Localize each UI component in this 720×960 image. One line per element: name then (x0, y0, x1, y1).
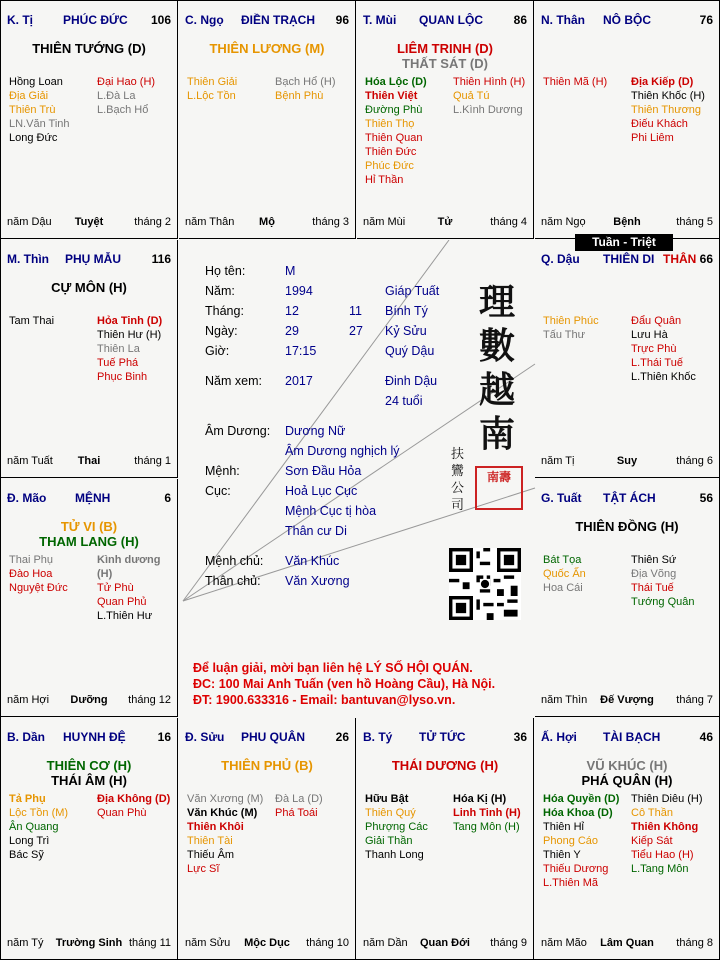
star: Đào Hoa (9, 568, 53, 580)
qr-code-icon (449, 548, 521, 620)
star: L.Lộc Tồn (187, 90, 236, 102)
cycle-month: tháng 4 (490, 216, 527, 228)
cuc-note: Mệnh Cục tị hòa (285, 504, 377, 518)
palace-name: TÀI BẠCH (603, 730, 661, 744)
star: Đà La (D) (275, 793, 323, 805)
star: Phong Cáo (543, 835, 599, 847)
cycle-year: năm Mão (541, 937, 587, 949)
star: Hóa Khoa (D) (543, 807, 613, 819)
menhchu-label: Mệnh chủ: (205, 554, 264, 568)
cuc-label: Cục: (205, 484, 231, 498)
calligraphy: 理數越南 (479, 281, 516, 455)
life-stage: Tử (437, 216, 453, 228)
star: Thiên Đức (365, 146, 417, 158)
main-star: THÁI DƯƠNG (H) (391, 758, 499, 773)
star: Điếu Khách (631, 118, 688, 130)
contact-block (193, 660, 495, 708)
tuan-triet-badge: Tuần - Triệt (575, 234, 673, 251)
star: Đẩu Quân (631, 315, 682, 327)
star: Long Đức (9, 132, 58, 144)
star: Hóa Quyền (D) (543, 793, 620, 805)
cycle-month: tháng 12 (128, 694, 171, 706)
star: Tiểu Hao (H) (631, 849, 694, 861)
palace-number: 116 (151, 252, 171, 266)
branch-label: N. Thân (541, 13, 585, 27)
star: Phúc Đức (365, 160, 414, 172)
month-lunar: 11 (349, 304, 362, 318)
stars-right (631, 792, 703, 876)
life-stage: Bệnh (613, 216, 641, 228)
star: Phi Liêm (631, 132, 674, 144)
star: Thanh Long (365, 849, 424, 861)
star: Thái Tuế (631, 582, 674, 594)
age-value: 24 tuổi (385, 394, 423, 408)
star: Thiếu Dương (543, 863, 609, 875)
branch-label: Đ. Sửu (185, 730, 225, 744)
stars-left (543, 553, 586, 595)
day-lunar: 27 (349, 324, 363, 338)
life-stage: Thai (77, 455, 101, 467)
star: Tướng Quân (631, 596, 695, 608)
menh-label: Mệnh: (205, 464, 240, 478)
palace-mao (1, 479, 178, 717)
palace-name: MỆNH (75, 491, 111, 505)
palace-thin (1, 240, 178, 478)
star: L.Thái Tuế (631, 357, 683, 369)
contact-phone-email: ĐT: 1900.633316 - Email: bantuvan@lyso.vn. (193, 693, 456, 707)
star: Hỏa Tinh (D) (97, 315, 163, 327)
cycle-year: năm Mùi (363, 216, 406, 228)
star: Lưu Hà (631, 329, 668, 341)
palace-than (535, 1, 719, 239)
main-star-2: THÁI ÂM (H) (51, 773, 127, 788)
stars-right (453, 75, 525, 117)
star: Đại Hao (H) (97, 76, 156, 88)
star: Thiên Phúc (543, 315, 599, 327)
palace-name: NÔ BỘC (603, 13, 651, 27)
star: Bác Sỹ (9, 849, 44, 861)
star: Bạch Hổ (H) (275, 76, 336, 88)
star: Địa Giải (9, 90, 49, 102)
cycle-year: năm Tị (541, 455, 575, 467)
star: Thiên Thương (631, 104, 702, 116)
stars-left (543, 792, 619, 890)
star: Bệnh Phù (275, 90, 324, 102)
life-stage: Đế Vượng (600, 694, 654, 706)
branch-label: B. Dần (7, 730, 46, 744)
palace-number: 96 (335, 13, 349, 27)
cycle-year: năm Thân (185, 216, 235, 228)
than-cu-note: Thân cư Di (285, 524, 347, 538)
palace-name: PHÚC ĐỨC (63, 13, 128, 27)
day-label: Ngày: (205, 324, 238, 338)
star: Tam Thai (9, 315, 55, 327)
main-star: THIÊN PHỦ (B) (221, 758, 313, 773)
star: L.Tang Môn (631, 863, 689, 875)
main-star: VŨ KHÚC (H) (586, 758, 668, 773)
star: Thiên Mã (H) (543, 76, 608, 88)
star: L.Bạch Hổ (97, 104, 149, 116)
star: Tử Phù (97, 582, 134, 594)
star: Lộc Tồn (M) (9, 807, 69, 819)
hour-can-chi: Quý Dậu (385, 344, 435, 358)
main-star-2: PHÁ QUÂN (H) (581, 773, 673, 788)
palace-name: TẬT ÁCH (603, 491, 656, 505)
star: Tuế Phá (97, 357, 139, 369)
branch-label: Q. Dậu (541, 252, 580, 266)
palace-name: QUAN LỘC (419, 13, 483, 27)
star: Kình dương (H) (97, 554, 161, 580)
menhchu-value: Văn Khúc (285, 554, 340, 568)
palace-number: 66 (699, 252, 713, 266)
star: Văn Khúc (M) (187, 807, 258, 819)
stars-right (97, 553, 177, 623)
star: Phục Binh (97, 371, 148, 383)
palace-name: PHU QUÂN (241, 730, 306, 744)
star: Địa Võng (631, 568, 677, 580)
palace-name: THIÊN DI (603, 252, 655, 266)
star: Địa Kiếp (D) (631, 76, 694, 88)
star: Hồng Loan (9, 76, 63, 88)
cycle-year: năm Tuất (7, 455, 53, 467)
palace-number: 86 (513, 13, 527, 27)
cycle-month: tháng 11 (128, 937, 171, 949)
star: Nguyệt Đức (9, 582, 68, 594)
branch-label: M. Thìn (7, 252, 49, 266)
stars-left (365, 75, 427, 187)
palace-mui (357, 1, 534, 239)
stars-left (187, 75, 237, 103)
star: Thiên Y (543, 849, 581, 861)
star: Thiên Khốc (H) (631, 90, 705, 102)
contact-line-1: Để luận giải, mời bạn liên hệ LÝ SỐ HỘI QUÁN. (193, 661, 473, 675)
view-year-can-chi: Đinh Dậu (385, 374, 438, 388)
year-can-chi: Giáp Tuất (385, 284, 440, 298)
star: Thiên Quý (365, 807, 416, 819)
palace-suu (179, 718, 356, 959)
month-can-chi: Bính Tý (385, 304, 428, 318)
stars-left (187, 792, 263, 876)
life-stage: Dưỡng (70, 694, 108, 706)
star: LN.Văn Tinh (9, 118, 70, 130)
main-star: CỰ MÔN (H) (51, 280, 127, 295)
stars-right (275, 75, 336, 103)
star: Quan Phù (97, 807, 147, 819)
palace-number: 36 (513, 730, 527, 744)
life-stage: Tuyệt (74, 216, 104, 228)
amduong-label: Âm Dương: (205, 424, 271, 438)
star: Tấu Thư (543, 329, 586, 341)
amduong-note: Âm Dương nghịch lý (285, 444, 400, 458)
branch-label: K. Tị (7, 13, 33, 27)
star: Thiên Tài (187, 835, 233, 847)
star: Thiên Khôi (187, 821, 244, 833)
palace-ngo (179, 1, 356, 239)
cycle-month: tháng 9 (490, 937, 527, 949)
palace-ti (1, 1, 178, 239)
star: Hoa Cái (543, 582, 583, 594)
star: Bát Tọa (543, 554, 582, 566)
palace-ty (357, 718, 534, 959)
name-label: Họ tên: (205, 264, 246, 278)
year-label: Năm: (205, 284, 235, 298)
star: Thiên Quan (365, 132, 423, 144)
star: Hóa Lộc (D) (365, 76, 427, 88)
stars-left (9, 553, 68, 595)
star: Tả Phụ (9, 793, 46, 805)
cycle-month: tháng 6 (676, 455, 713, 467)
stars-left (365, 792, 428, 862)
star: Thiên Hình (H) (453, 76, 526, 88)
day-solar: 29 (285, 324, 299, 338)
stars-right (631, 553, 695, 609)
star: Thai Phụ (9, 554, 54, 566)
branch-label: T. Mùi (363, 13, 397, 27)
body-palace-marker: THÂN (663, 252, 697, 266)
cycle-month: tháng 2 (134, 216, 171, 228)
cycle-month: tháng 10 (306, 937, 349, 949)
star: L.Đà La (97, 90, 136, 102)
palace-number: 76 (699, 13, 713, 27)
palace-name: ĐIỀN TRẠCH (241, 13, 315, 27)
star: Thiên Việt (365, 90, 418, 102)
star: Tang Môn (H) (453, 821, 520, 833)
cycle-year: năm Dậu (7, 216, 52, 228)
stars-right (631, 75, 705, 145)
cuc-value: Hoả Lục Cục (285, 484, 358, 498)
star: Lực Sĩ (187, 863, 220, 875)
palace-hoi (535, 718, 719, 959)
star: Phượng Các (365, 821, 428, 833)
main-star: THIÊN CƠ (H) (46, 758, 132, 773)
stars-right (97, 792, 170, 820)
palace-name: TỬ TỨC (419, 730, 466, 744)
life-stage: Lâm Quan (600, 937, 654, 949)
star: Cô Thần (631, 807, 673, 819)
star: Địa Không (D) (97, 793, 171, 805)
star: Thiên Diêu (H) (631, 793, 703, 805)
cycle-month: tháng 8 (676, 937, 713, 949)
life-stage: Mộ (259, 216, 275, 228)
main-star-2: THẤT SÁT (D) (402, 56, 488, 71)
life-stage: Trường Sinh (55, 937, 123, 949)
stars-right (631, 314, 696, 384)
star: Thiếu Âm (187, 849, 235, 861)
life-stage: Suy (616, 455, 638, 467)
star: Kiếp Sát (631, 835, 673, 847)
star: Thiên La (97, 343, 140, 355)
thanchu-label: Thân chủ: (205, 574, 261, 588)
cycle-month: tháng 7 (676, 694, 713, 706)
star: Linh Tinh (H) (453, 807, 521, 819)
thanchu-value: Văn Xương (285, 574, 350, 588)
stars-left (9, 75, 70, 145)
stars-left (9, 314, 54, 328)
star: Quan Phủ (97, 596, 147, 608)
branch-label: C. Ngọ (185, 13, 224, 27)
star: L.Kình Dương (453, 104, 523, 116)
cycle-month: tháng 5 (676, 216, 713, 228)
stars-left (543, 314, 599, 342)
view-year-value: 2017 (285, 374, 313, 388)
main-star: THIÊN TƯỚNG (D) (32, 41, 146, 56)
star: Hữu Bật (365, 793, 409, 805)
cycle-year: năm Hợi (7, 694, 50, 706)
stars-right (97, 314, 162, 384)
star: Ân Quang (9, 821, 59, 833)
star: Long Trì (9, 835, 50, 847)
star: Quả Tú (453, 90, 490, 102)
branch-label: B. Tý (363, 730, 393, 744)
month-label: Tháng: (205, 304, 244, 318)
palace-name: PHỤ MẪU (65, 252, 121, 266)
palace-number: 46 (699, 730, 713, 744)
small-calligraphy: 扶鸞公司 (451, 447, 465, 513)
palace-number: 16 (157, 730, 171, 744)
star: Quốc Ấn (543, 568, 586, 580)
star: Thiên Thọ (365, 118, 415, 130)
stars-left (9, 792, 68, 862)
month-solar: 12 (285, 304, 299, 318)
main-star: LIÊM TRINH (D) (396, 41, 494, 56)
cycle-year: năm Dần (363, 937, 408, 949)
cycle-year: năm Thìn (541, 694, 588, 706)
palace-number: 26 (335, 730, 349, 744)
palace-name: HUYNH ĐỆ (63, 730, 126, 744)
main-star-2: THAM LANG (H) (39, 534, 139, 549)
star: Thiên Trù (9, 104, 56, 116)
star: Phá Toái (275, 807, 318, 819)
star: L.Thiên Hư (97, 610, 153, 622)
cycle-year: năm Sửu (185, 937, 231, 949)
stars-right (97, 75, 155, 117)
day-can-chi: Kỷ Sửu (385, 324, 427, 338)
cycle-year: năm Ngọ (541, 216, 586, 228)
star: Thiên Hỉ (543, 821, 584, 833)
palace-dau (535, 240, 719, 478)
star: Thiên Hư (H) (97, 329, 162, 341)
star: Đường Phù (365, 104, 423, 116)
center-panel (179, 240, 539, 718)
name-value: M (285, 264, 296, 278)
life-stage: Quan Đới (420, 937, 470, 949)
cycle-month: tháng 1 (134, 455, 171, 467)
palace-number: 6 (164, 491, 171, 505)
red-seal: 南壽 (475, 466, 523, 510)
star: Hỉ Thần (365, 174, 404, 186)
star: Thiên Sứ (631, 554, 677, 566)
star: Hóa Kị (H) (453, 793, 507, 805)
star: Văn Xương (M) (187, 793, 264, 805)
star: Thiên Không (631, 821, 699, 833)
hour-value: 17:15 (285, 344, 317, 358)
cycle-month: tháng 3 (312, 216, 349, 228)
star: Giải Thần (365, 835, 413, 847)
star: L.Thiên Mã (543, 877, 599, 889)
palace-number: 56 (699, 491, 713, 505)
palace-dan (1, 718, 178, 959)
amduong-value: Dương Nữ (285, 424, 346, 438)
stars-left (543, 75, 607, 89)
palace-number: 106 (150, 13, 171, 27)
year-value: 1994 (285, 284, 313, 298)
main-star: THIÊN ĐỒNG (H) (575, 519, 679, 534)
main-star: THIÊN LƯƠNG (M) (209, 41, 325, 56)
branch-label: Đ. Mão (7, 491, 47, 505)
contact-address: ĐC: 100 Mai Anh Tuấn (ven hồ Hoàng Cầu), Hà Nội. (193, 677, 496, 691)
palace-tuat (535, 479, 719, 717)
star: L.Thiên Khốc (631, 371, 696, 383)
branch-label: Ấ. Hợi (541, 730, 577, 744)
cycle-year: năm Tý (7, 937, 44, 949)
main-star: TỬ VI (B) (60, 519, 118, 534)
stars-right (275, 792, 323, 820)
menh-value: Sơn Đầu Hỏa (285, 464, 362, 478)
view-year-label: Năm xem: (205, 374, 262, 388)
life-stage: Mộc Dục (244, 937, 290, 949)
stars-right (453, 792, 521, 834)
star: Trực Phù (631, 343, 677, 355)
star: Thiên Giải (187, 76, 238, 88)
branch-label: G. Tuất (541, 491, 582, 505)
hour-label: Giờ: (205, 344, 230, 358)
